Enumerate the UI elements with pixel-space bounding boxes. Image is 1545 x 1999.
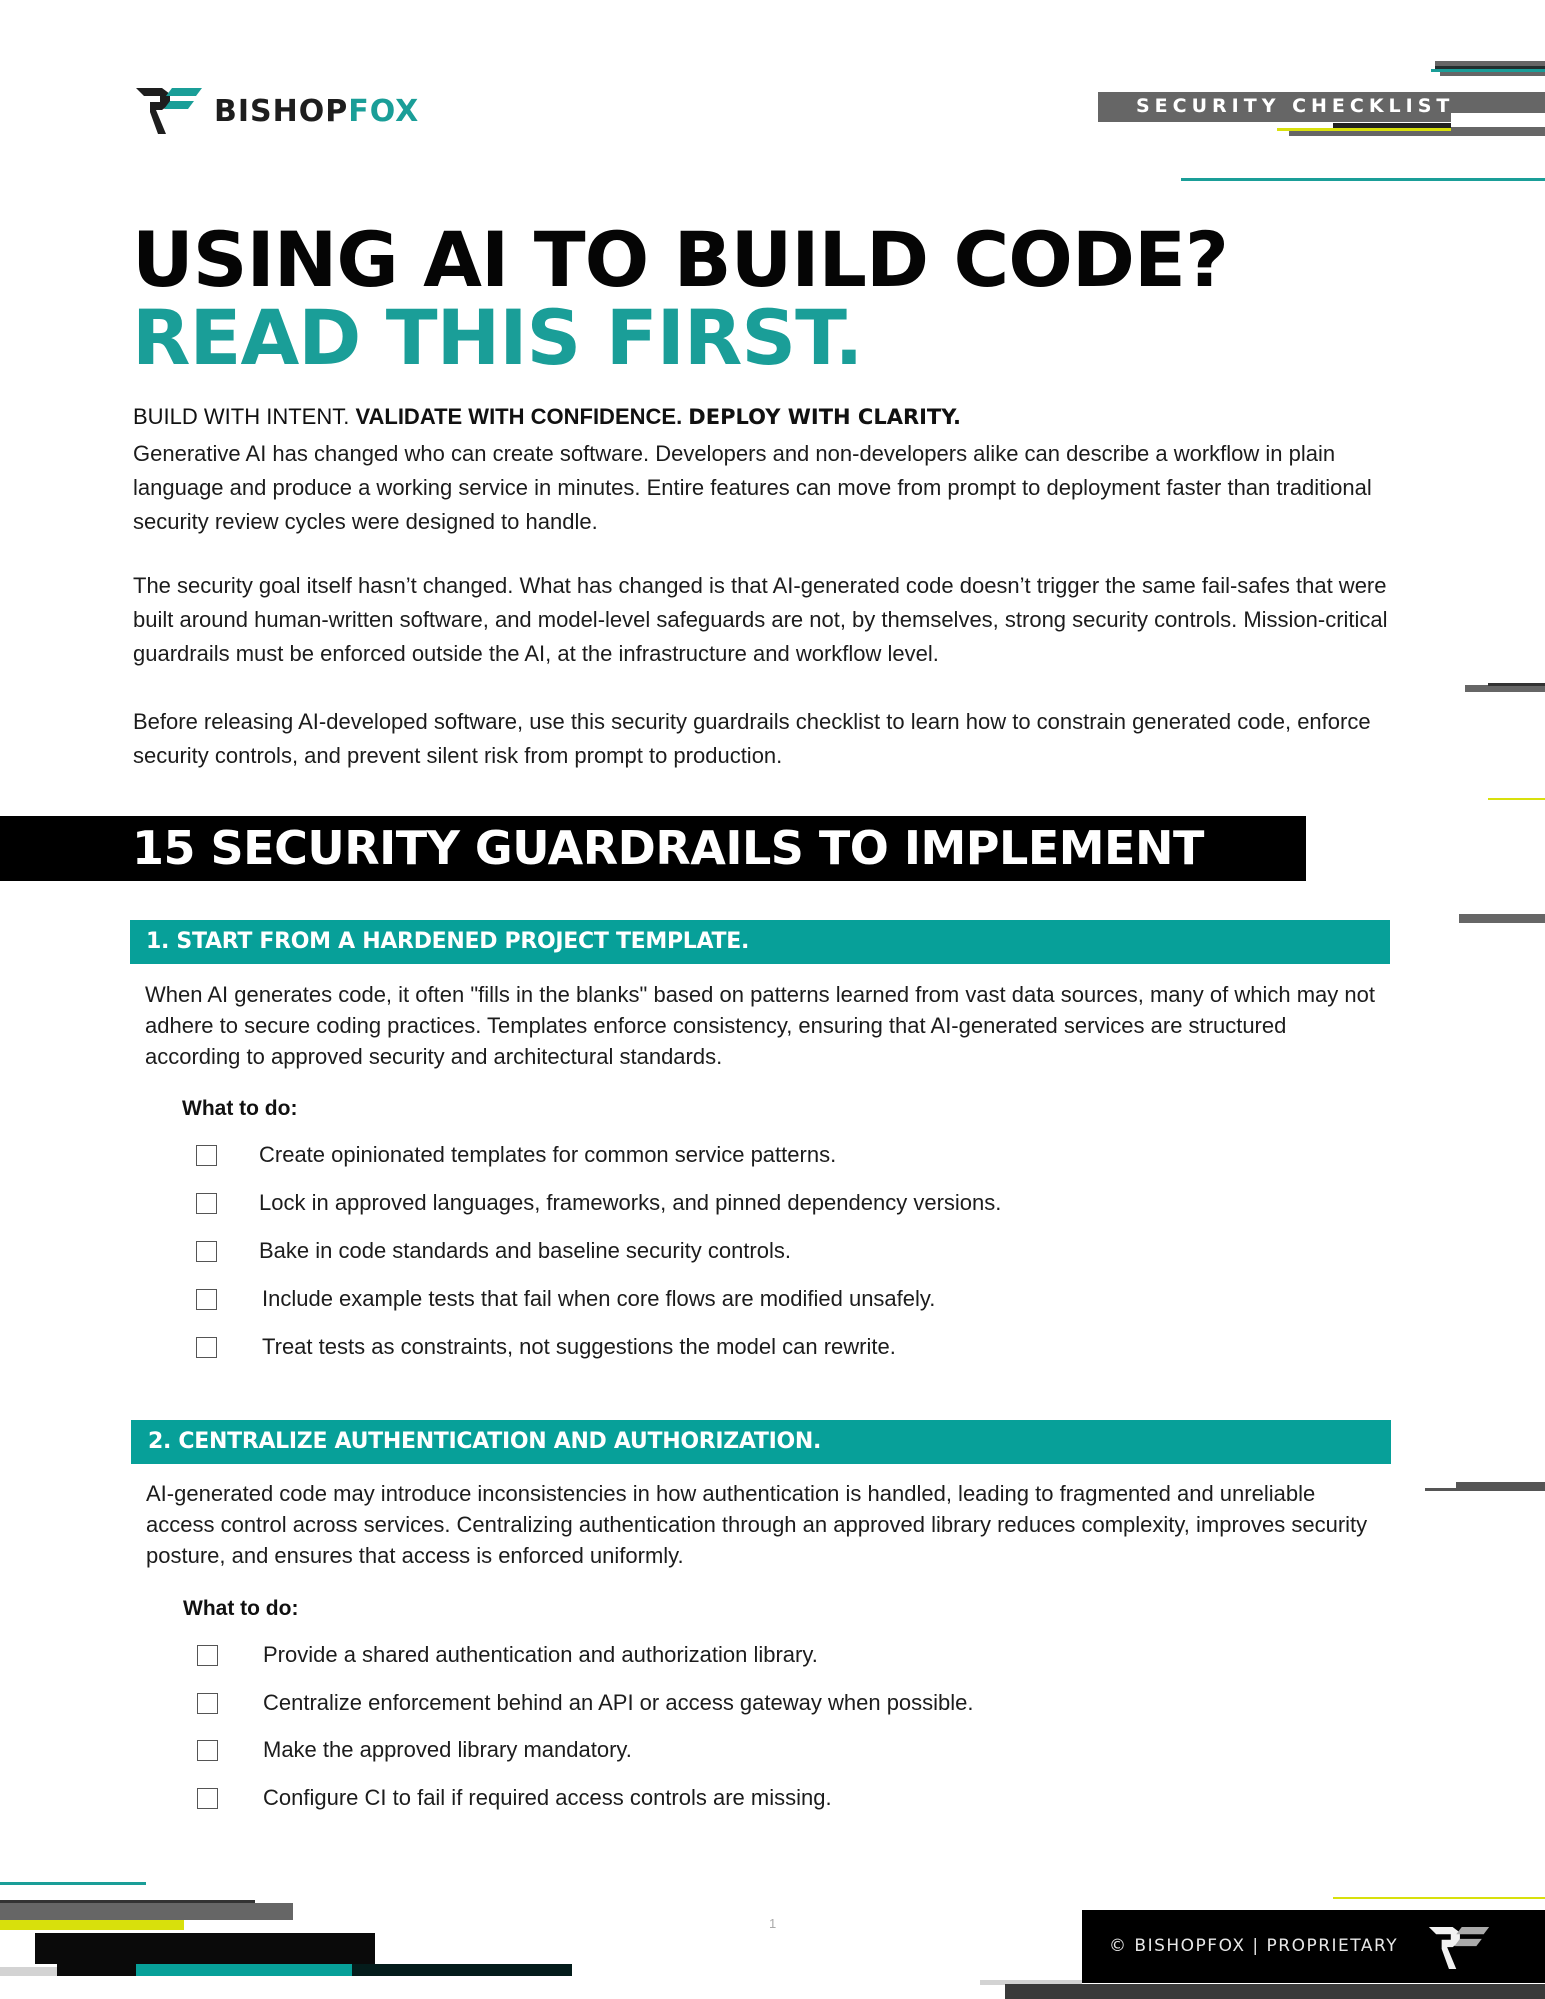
decor-bar: [1459, 914, 1545, 923]
logo-wordmark-primary: BISHOP: [214, 93, 349, 129]
headline-line-2: READ THIS FIRST.: [132, 293, 863, 382]
checklist-item[interactable]: [197, 1735, 632, 1765]
checklist-item[interactable]: [197, 1783, 832, 1813]
bishopfox-logo: [136, 88, 419, 134]
decor-bar: [1333, 1897, 1545, 1899]
decor-bar: [1440, 72, 1545, 76]
checklist-item[interactable]: [197, 1640, 818, 1670]
decor-bar: [0, 1882, 146, 1885]
checklist-item-text: Make the approved library mandatory.: [263, 1737, 632, 1762]
logo-wordmark: [214, 94, 419, 129]
security-checklist-label: SECURITY CHECKLIST: [1136, 95, 1455, 117]
checklist-item-text: Treat tests as constraints, not suggestions the model can rewrite.: [262, 1334, 896, 1359]
headline-line-1: USING AI TO BUILD CODE?: [132, 215, 1228, 304]
checklist-item[interactable]: [196, 1140, 836, 1170]
checklist-item-text: Lock in approved languages, frameworks, and pinned dependency versions.: [259, 1190, 1002, 1215]
decor-bar: [0, 1967, 57, 1976]
decor-bar: [1488, 798, 1545, 800]
decor-bar: [0, 1920, 184, 1930]
section-1-body: When AI generates code, it often "fills in the blanks" based on patterns learned from vast data sources, many of which may not adhere to secure coding practices. Templates enforce consistency, ensuring that AI-generated services are structured according to approved security and architectural standards.: [145, 982, 1375, 1069]
decor-bar: [1289, 131, 1545, 136]
decor-bar: [35, 1933, 375, 1964]
checkbox[interactable]: [197, 1645, 218, 1666]
intro-paragraph-1: Generative AI has changed who can create software. Developers and non-developers alike can describe a workflow in plain language and produce a working service in minutes. Entire features can move from prompt to deployment faster than traditional security review cycles were designed to handle.: [133, 441, 1372, 534]
decor-bar: [1005, 1984, 1545, 1999]
checklist-item[interactable]: [196, 1332, 896, 1362]
checkbox[interactable]: [196, 1241, 217, 1262]
checkbox[interactable]: [197, 1693, 218, 1714]
decor-bar: [1451, 113, 1545, 131]
checklist-item[interactable]: [196, 1284, 935, 1314]
tagline-part-2: VALIDATE WITH CONFIDENCE.: [355, 404, 689, 429]
checklist-item-text: Include example tests that fail when core flows are modified unsafely.: [262, 1286, 936, 1311]
decor-bar: [136, 1964, 352, 1976]
tagline-part-1: BUILD WITH INTENT.: [133, 404, 356, 429]
decor-bar: [352, 1964, 572, 1976]
footer-copyright: © BISHOPFOX | PROPRIETARY: [1109, 1936, 1399, 1956]
checklist-item-text: Configure CI to fail if required access controls are missing.: [263, 1785, 832, 1810]
checkbox[interactable]: [197, 1788, 218, 1809]
checklist-item[interactable]: [196, 1236, 791, 1266]
decor-bar: [57, 1964, 137, 1976]
section-2-todo-label: What to do:: [183, 1597, 299, 1620]
tagline: [133, 404, 961, 430]
page-number: 1: [769, 1916, 777, 1931]
checkbox[interactable]: [196, 1337, 217, 1358]
bishopfox-mark-icon: [1428, 1927, 1490, 1969]
decor-bar: [1181, 178, 1545, 181]
intro-paragraph-3: Before releasing AI-developed software, use this security guardrails checklist to learn how to constrain generated code, enforce security controls, and prevent silent risk from prompt to production.: [133, 709, 1371, 768]
section-2-title: 2. CENTRALIZE AUTHENTICATION AND AUTHORIZATION.: [148, 1429, 822, 1454]
checklist-item-text: Provide a shared authentication and authorization library.: [263, 1642, 818, 1667]
intro-paragraph-2: The security goal itself hasn’t changed. What has changed is that AI-generated code doesn’t trigger the same fail-safes that were built around human-written software, and model-level safeguards are not, by themselves, strong security controls. Mission-critical guardrails must be enforced outside the AI, at the infrastructure and workflow level.: [133, 573, 1388, 666]
section-1-title: 1. START FROM A HARDENED PROJECT TEMPLATE.: [146, 929, 750, 954]
decor-bar: [1465, 685, 1545, 692]
checkbox[interactable]: [196, 1145, 217, 1166]
decor-bar: [1488, 683, 1545, 686]
checkbox[interactable]: [196, 1193, 217, 1214]
section-1-todo-label: What to do:: [182, 1097, 298, 1120]
section-2-body: AI-generated code may introduce inconsistencies in how authentication is handled, leading to fragmented and unreliable access control across services. Centralizing authentication through an approved library reduces complexity, improves security posture, and ensures that access is enforced uniformly.: [146, 1481, 1368, 1568]
decor-bar: [0, 1903, 293, 1920]
checkbox[interactable]: [196, 1289, 217, 1310]
checklist-item[interactable]: [197, 1688, 974, 1718]
bishopfox-mark-icon: [136, 88, 202, 134]
decor-bar: [1425, 1488, 1545, 1491]
checklist-item-text: Bake in code standards and baseline security controls.: [259, 1238, 791, 1263]
tagline-part-3: DEPLOY WITH CLARITY.: [688, 405, 961, 429]
checklist-item-text: Centralize enforcement behind an API or access gateway when possible.: [263, 1690, 974, 1715]
guardrails-banner-title: 15 SECURITY GUARDRAILS TO IMPLEMENT: [132, 821, 1204, 875]
checklist-item[interactable]: [196, 1188, 1001, 1218]
checkbox[interactable]: [197, 1740, 218, 1761]
checklist-item-text: Create opinionated templates for common service patterns.: [259, 1142, 837, 1167]
logo-wordmark-accent: FOX: [348, 93, 420, 129]
